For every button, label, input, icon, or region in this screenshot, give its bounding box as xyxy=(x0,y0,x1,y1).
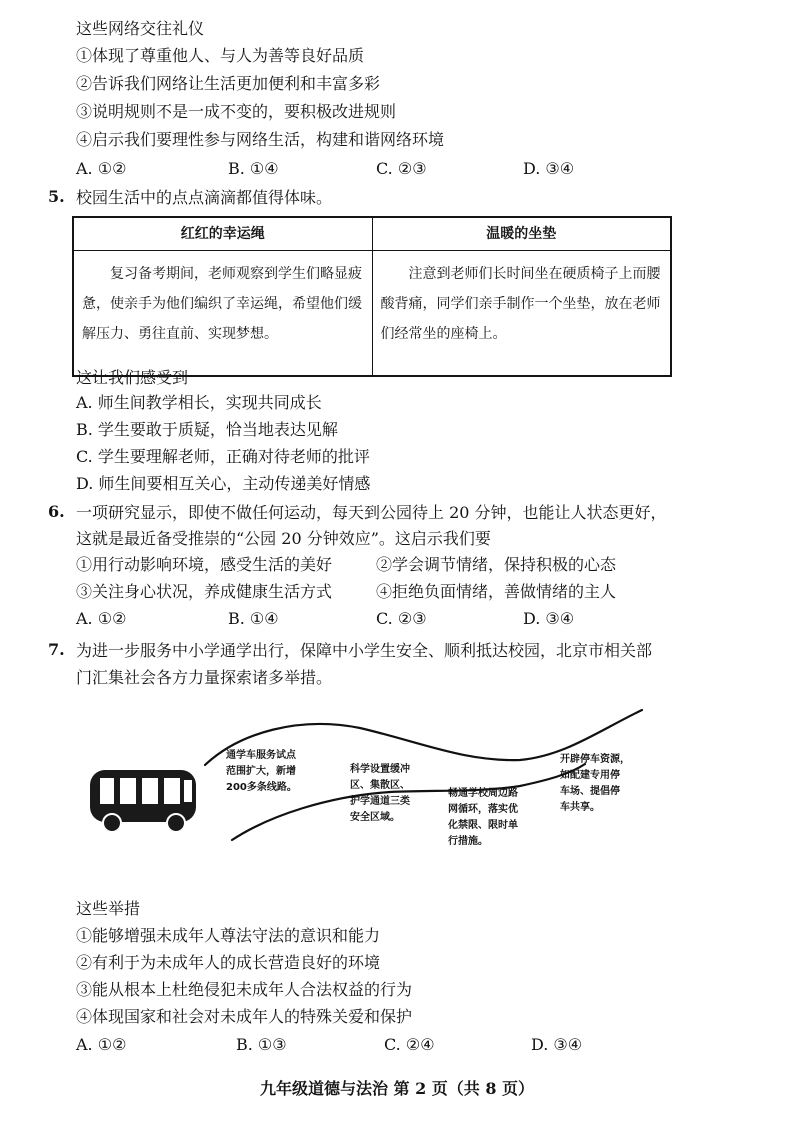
q7-note-4-line-4: 车共享。 xyxy=(560,802,600,813)
q7-note-1-line-3: 200多条线路。 xyxy=(226,782,297,793)
q4-option-c[interactable]: C. ②③ xyxy=(376,159,427,178)
q6-item-3: ③关注身心状况，养成健康生活方式 xyxy=(76,582,333,601)
q7-note-4-line-2: 如配建专用停 xyxy=(560,770,620,781)
q5-table-header-1: 红红的幸运绳 xyxy=(73,217,372,251)
q6-item-4: ④拒绝负面情绪，善做情绪的主人 xyxy=(376,582,617,601)
q5-option-d[interactable]: D. 师生间要相互关心，主动传递美好情感 xyxy=(76,474,371,493)
q7-option-c[interactable]: C. ②④ xyxy=(384,1035,435,1054)
q6-items-row-1 xyxy=(76,554,716,576)
q7-note-3-line-3: 化禁限、限时单 xyxy=(448,820,518,831)
q4-item-1: ①体现了尊重他人、与人为善等良好品质 xyxy=(76,46,365,65)
q5-option-a[interactable]: A. 师生间教学相长，实现共同成长 xyxy=(76,393,322,412)
q7-note-2-line-2: 区、集散区、 xyxy=(350,780,410,791)
q7-stem-line-2: 门汇集社会各方力量探索诸多举措。 xyxy=(76,668,333,687)
page-footer: 九年级道德与法治 第 2 页（共 8 页） xyxy=(259,1079,535,1098)
q6-option-a[interactable]: A. ①② xyxy=(76,609,127,628)
q4-option-d[interactable]: D. ③④ xyxy=(523,159,575,178)
q6-stem-line-2: 这就是最近备受推崇的“公园 20 分钟效应”。这启示我们要 xyxy=(76,529,491,548)
q7-note-2-line-3: 护学通道三类 xyxy=(350,796,410,807)
q6-items-row-2 xyxy=(76,581,716,603)
q4-stem-tail: 这些网络交往礼仪 xyxy=(76,19,205,38)
q4-item-4: ④启示我们要理性参与网络生活，构建和谐网络环境 xyxy=(76,130,445,149)
q4-options xyxy=(76,158,716,180)
q5-table xyxy=(72,216,672,377)
q6-option-b[interactable]: B. ①④ xyxy=(228,609,279,628)
q7-item-3: ③能从根本上杜绝侵犯未成年人合法权益的行为 xyxy=(76,980,413,999)
q5-option-b[interactable]: B. 学生要敢于质疑，恰当地表达见解 xyxy=(76,420,338,439)
q4-item-3: ③说明规则不是一成不变的，要积极改进规则 xyxy=(76,102,397,121)
q4-item-2: ②告诉我们网络让生活更加便利和丰富多彩 xyxy=(76,74,381,93)
q6-item-1: ①用行动影响环境，感受生活的美好 xyxy=(76,555,333,574)
q7-note-1-line-1: 通学车服务试点 xyxy=(226,750,296,761)
q7-note-3-line-4: 行措施。 xyxy=(448,836,488,847)
q7-item-2: ②有利于为未成年人的成长营造良好的环境 xyxy=(76,953,381,972)
q7-note-4-line-3: 车场、提倡停 xyxy=(560,786,620,797)
q4-option-b[interactable]: B. ①④ xyxy=(228,159,279,178)
q7-option-a[interactable]: A. ①② xyxy=(76,1035,127,1054)
q7-note-2-line-1: 科学设置缓冲 xyxy=(350,764,410,775)
q7-note-2-line-4: 安全区域。 xyxy=(350,812,400,823)
q7-note-3-line-1: 畅通学校周边路 xyxy=(448,788,518,799)
q7-prompt: 这些举措 xyxy=(76,899,141,918)
q6-stem-line-1: 一项研究显示，即使不做任何运动，每天到公园待上 20 分钟，也能让人状态更好， xyxy=(76,503,667,522)
q7-option-b[interactable]: B. ①③ xyxy=(236,1035,287,1054)
q7-item-1: ①能够增强未成年人尊法守法的意识和能力 xyxy=(76,926,381,945)
q5-table-cell-1: 复习备考期间，老师观察到学生们略显疲惫，使亲手为他们编织了幸运绳，希望他们缓解压力、勇往直前、实现梦想。 xyxy=(73,251,372,377)
q7-number: 7. xyxy=(48,640,65,659)
q7-options xyxy=(76,1034,716,1056)
q5-stem: 校园生活中的点点滴滴都值得体味。 xyxy=(76,188,333,207)
q6-item-2: ②学会调节情绪，保持积极的心态 xyxy=(376,555,617,574)
q6-options xyxy=(76,608,716,630)
bus-icon xyxy=(90,770,196,832)
q7-option-d[interactable]: D. ③④ xyxy=(531,1035,583,1054)
q6-option-d[interactable]: D. ③④ xyxy=(523,609,575,628)
q5-option-c[interactable]: C. 学生要理解老师，正确对待老师的批评 xyxy=(76,447,370,466)
q5-number: 5. xyxy=(48,187,65,206)
q7-item-4: ④体现国家和社会对未成年人的特殊关爱和保护 xyxy=(76,1007,413,1026)
q4-option-a[interactable]: A. ①② xyxy=(76,159,127,178)
q7-note-3-line-2: 网循环，落实优 xyxy=(448,804,518,815)
q7-note-4-line-1: 开辟停车资源， xyxy=(560,754,630,765)
q6-number: 6. xyxy=(48,502,65,521)
q5-table-cell-2: 注意到老师们长时间坐在硬质椅子上而腰酸背痛，同学们亲手制作一个坐垫，放在老师们经常坐的座椅上。 xyxy=(372,251,671,377)
q5-table-header-2: 温暖的坐垫 xyxy=(372,217,671,251)
q7-note-1-line-2: 范围扩大，新增 xyxy=(226,766,296,777)
q5-prompt: 这让我们感受到 xyxy=(76,368,189,387)
q6-option-c[interactable]: C. ②③ xyxy=(376,609,427,628)
q7-stem-line-1: 为进一步服务中小学通学出行，保障中小学生安全、顺利抵达校园，北京市相关部 xyxy=(76,641,653,660)
